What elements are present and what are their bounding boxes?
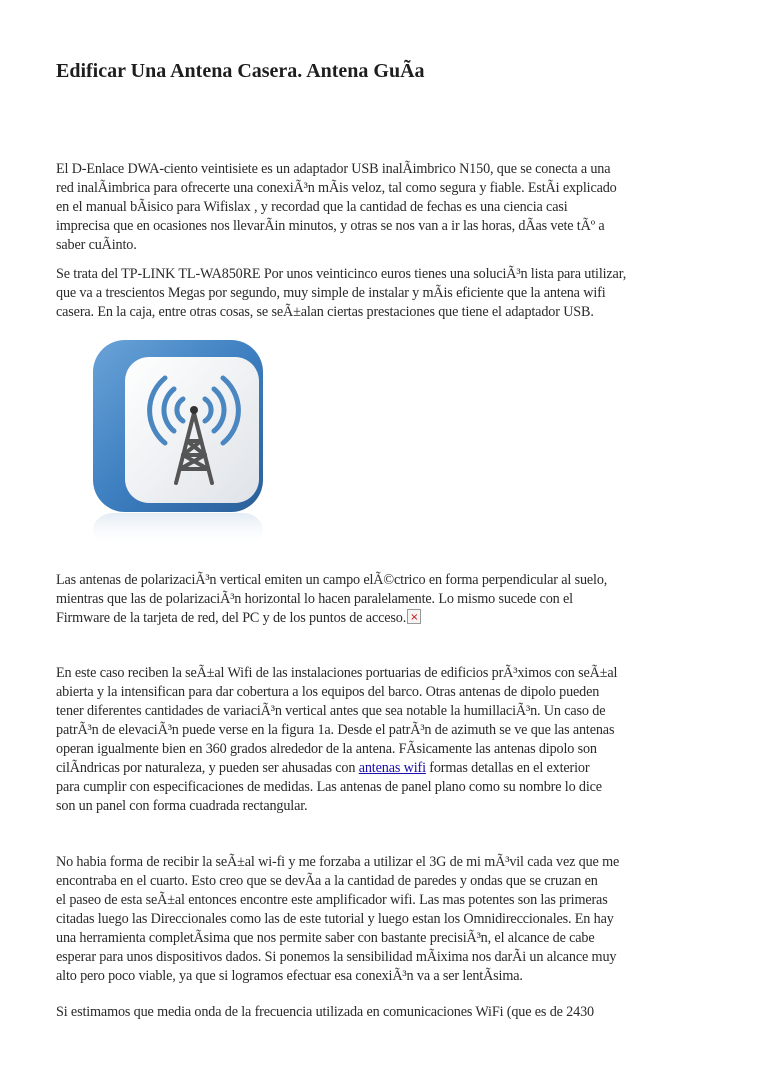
page-title: Edificar Una Antena Casera. Antena GuÃa [56, 60, 425, 82]
text-line: alto pero poco viable, ya que si logramos efectuar esa conexiÃ³n va a ser lentÃsima. [56, 968, 523, 984]
wifi-antenna-image [88, 333, 273, 553]
text-line: imprecisa que en ocasiones nos llevarÃin minutos, y otras se nos van a ir las horas, dÃas vete tÃº a [56, 218, 605, 234]
text-line: que va a trescientos Megas por segundo, muy simple de instalar y mÃis eficiente que la antena wifi [56, 285, 606, 301]
paragraph-6 [56, 1003, 594, 1022]
text-segment: formas detallas en el exterior [425, 760, 590, 776]
paragraph-3 [56, 571, 607, 628]
antenas-wifi-link[interactable]: antenas wifi [358, 760, 426, 776]
paragraph-2 [56, 265, 626, 322]
text-line: Se trata del TP-LINK TL-WA850RE Por unos veinticinco euros tienes una soluciÃ³n lista para utilizar, [56, 266, 627, 282]
text-line: tener diferentes cantidades de variaciÃ³n vertical antes que sea notable la humillaciÃ³n. Un caso de [56, 703, 606, 719]
text-segment: cilÃndricas por naturaleza, y pueden ser ahusadas con [56, 760, 359, 776]
broken-image-icon: × [407, 609, 421, 624]
text-line: No habia forma de recibir la seÃ±al wi-fi y me forzaba a utilizar el 3G de mi mÃ³vil cada vez que me [56, 854, 620, 870]
text-line: son un panel con forma cuadrada rectangular. [56, 798, 308, 814]
text-line: patrÃ³n de elevaciÃ³n puede verse en la figura 1a. Desde el patrÃ³n de azimuth se ve que las antenas [56, 722, 615, 738]
text-line: operan igualmente bien en 360 grados alrededor de la antena. FÃsicamente las antenas dipolo son [56, 741, 597, 757]
text-line: esperar para unos dispositivos dados. Si ponemos la sensibilidad mÃixima nos darÃi un alcance muy [56, 949, 617, 965]
text-line: citadas luego las Direccionales como las de este tutorial y luego estan los Omnidireccionales. En hay [56, 911, 614, 927]
paragraph-4 [56, 664, 617, 816]
text-line: una herramienta completÃsima que nos permite saber con bastante precisiÃ³n, el alcance de cabe [56, 930, 595, 946]
text-line: saber cuÃinto. [56, 237, 137, 253]
text-line: Las antenas de polarizaciÃ³n vertical emiten un campo elÃ©ctrico en forma perpendicular al suelo, [56, 572, 608, 588]
text-line: casera. En la caja, entre otras cosas, se seÃ±alan ciertas prestaciones que tiene el adaptador USB. [56, 304, 594, 320]
paragraph-1 [56, 160, 617, 255]
text-segment: Firmware de la tarjeta de red, del PC y de los puntos de acceso. [56, 610, 407, 626]
text-line: para cumplir con especificaciones de medidas. Las antenas de panel plano como su nombre lo dice [56, 779, 602, 795]
text-line: mientras que las de polarizaciÃ³n horizontal lo hacen paralelamente. Lo mismo sucede con el [56, 591, 573, 607]
text-line [56, 759, 617, 778]
text-line: encontraba en el cuarto. Esto creo que se devÃa a la cantidad de paredes y ondas que se cruzan en [56, 873, 598, 889]
text-line: abierta y la intensifican para dar cobertura a los equipos del barco. Otras antenas de dipolo pueden [56, 684, 600, 700]
text-line: en el manual bÃisico para Wifislax , y recordad que la cantidad de fechas es una ciencia casi [56, 199, 568, 215]
wifi-tower-icon [88, 333, 273, 553]
text-line: Si estimamos que media onda de la frecuencia utilizada en comunicaciones WiFi (que es de 2430 [56, 1004, 594, 1020]
text-line: El D-Enlace DWA-ciento veintisiete es un adaptador USB inalÃimbrico N150, que se conecta a una [56, 161, 611, 177]
text-line: red inalÃimbrica para ofrecerte una conexiÃ³n mÃis veloz, tal como segura y fiable. EstÃi explicado [56, 180, 617, 196]
paragraph-5 [56, 853, 619, 986]
text-line: En este caso reciben la seÃ±al Wifi de las instalaciones portuarias de edificios prÃ³ximos con seÃ±al [56, 665, 618, 681]
text-line: el paseo de esta seÃ±al entonces encontre este amplificador wifi. Las mas potentes son las primeras [56, 892, 608, 908]
text-line [56, 609, 607, 628]
